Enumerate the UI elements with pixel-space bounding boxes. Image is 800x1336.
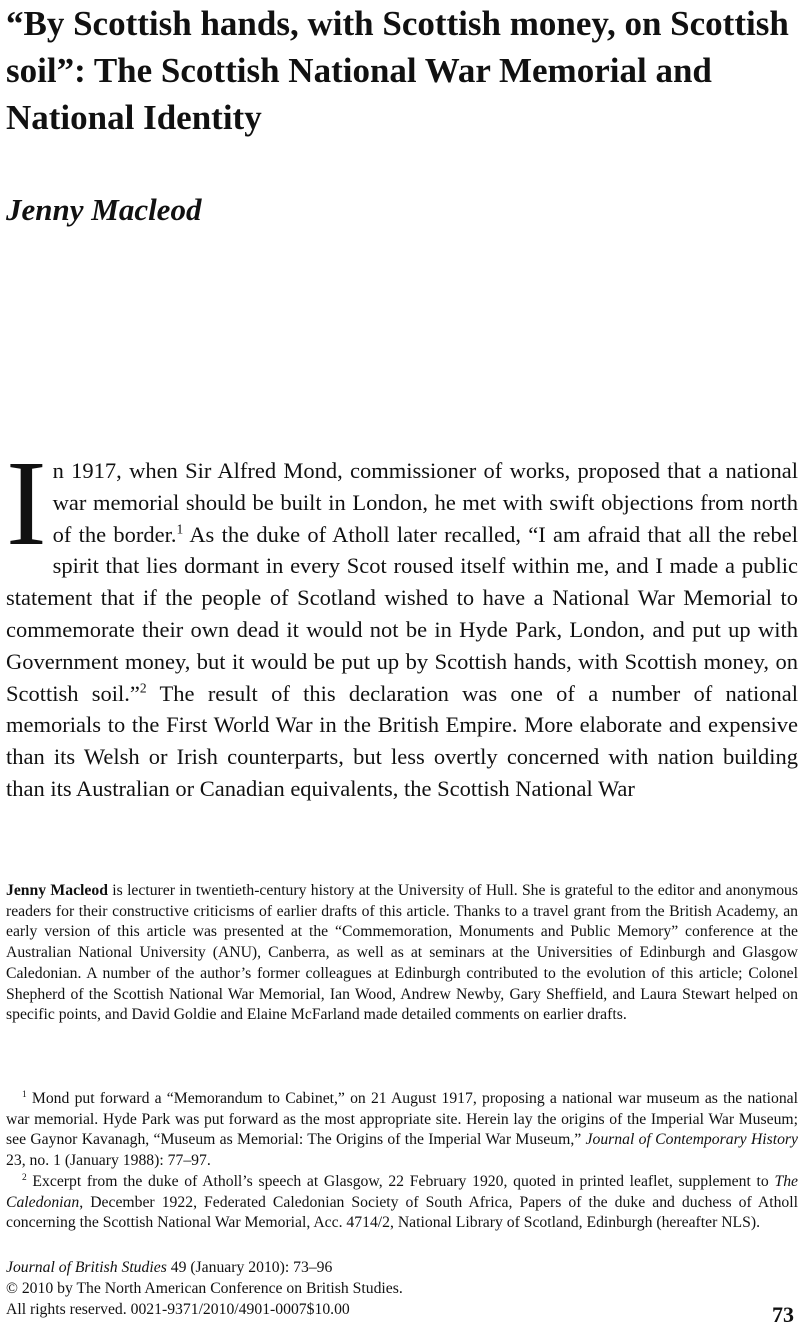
article-title: “By Scottish hands, with Scottish money, on Scottish soil”: The Scottish National War Memorial and National Identity [6,4,789,137]
bio-author-name: Jenny Macleod [6,882,108,899]
copyright-line: © 2010 by The North American Conference on British Studies. [6,1280,403,1297]
drop-cap: I [6,436,47,571]
footnote-2-text-end: , December 1922, Federated Caledonian Society of South Africa, Papers of the duke and duchess of Atholl concerning the Scottish National War Memorial, Acc. 4714/2, National Library of Scotland, Edinburgh (hereafter NLS). [6,1193,798,1232]
footnote-2-journal: The Caledonian [6,1173,798,1211]
footnote-ref-2: 2 [139,680,147,696]
rights-line: All rights reserved. 0021-9371/2010/4901-0007$10.00 [6,1301,350,1318]
footnote-1-text-end: 23, no. 1 (January 1988): 77–97. [6,1152,211,1170]
body-text-2: As the duke of Atholl later recalled, “I am afraid that all the rebel spirit that lies dormant in every Scot roused itself within me, and I made a public statement that if the people of Scotland wished to have a National War Memorial to commemorate their own dead it would not be in Hyde Park, London, and put up with Government money, but it would be put up by Scottish hands, with Scottish money, on Scottish soil.” [6,521,798,706]
article-author: Jenny Macleod [6,192,202,227]
footnote-2-text: Excerpt from the duke of Atholl’s speech at Glasgow, 22 February 1920, quoted in printed leaflet, supplement to [26,1173,775,1190]
page-number: 73 [772,1302,794,1327]
footnote-1-text: Mond put forward a “Memorandum to Cabinet,” on 21 August 1917, proposing a national war museum as the national war memorial. Hyde Park was put forward as the most appropriate site. Herein lay the origins of the Imperial War Museum; see Gaynor Kavanagh, “Museum as Memorial: The Origins of the Imperial War Museum,” [6,1090,798,1149]
bio-text: is lecturer in twentieth-century history at the University of Hull. She is grateful to the editor and anonymous readers for their constructive criticisms of earlier drafts of this article. Thanks to a travel grant from the British Academy, an early version of this article was presented at the “Commemoration, Monuments and Public Memory” conference at the Australian National University (ANU), Canberra, as well as at seminars at the Universities of Edinburgh and Glasgow Caledonian. A number of the author’s former colleagues at Edinburgh contributed to the evolution of this article; Colonel Shepherd of the Scottish National War Memorial, Ian Wood, Andrew Newby, Gary Sheffield, and Laura Stewart helped on specific points, and David Goldie and Elaine McFarland made detailed comments on earlier drafts. [6,882,798,1024]
journal-issue-line [6,1257,403,1278]
body-text-3: The result of this declaration was one of a number of national memorials to the First World War in the British Empire. More elaborate and expensive than its Welsh or Irish counterparts, but less overtly concerned with nation building than its Australian or Canadian equivalents, the Scottish National War [6,680,798,801]
body-paragraph [6,436,798,805]
footnote-ref-1: 1 [176,521,184,537]
journal-citation [6,1257,403,1320]
footnote-2 [6,1172,798,1234]
body-text-1: n 1917, when Sir Alfred Mond, commissioner of works, proposed that a national war memorial should be built in London, he met with swift objections from north of the border. [52,458,798,547]
footnote-1-number: 1 [22,1089,27,1100]
author-bio [6,881,798,1026]
footnote-1-journal: Journal of Contemporary History [585,1131,799,1149]
footnote-2-number: 2 [22,1172,27,1183]
journal-name: Journal of British Studies [6,1259,167,1276]
footnote-1 [6,1089,798,1172]
journal-issue: 49 (January 2010): 73–96 [166,1259,333,1276]
